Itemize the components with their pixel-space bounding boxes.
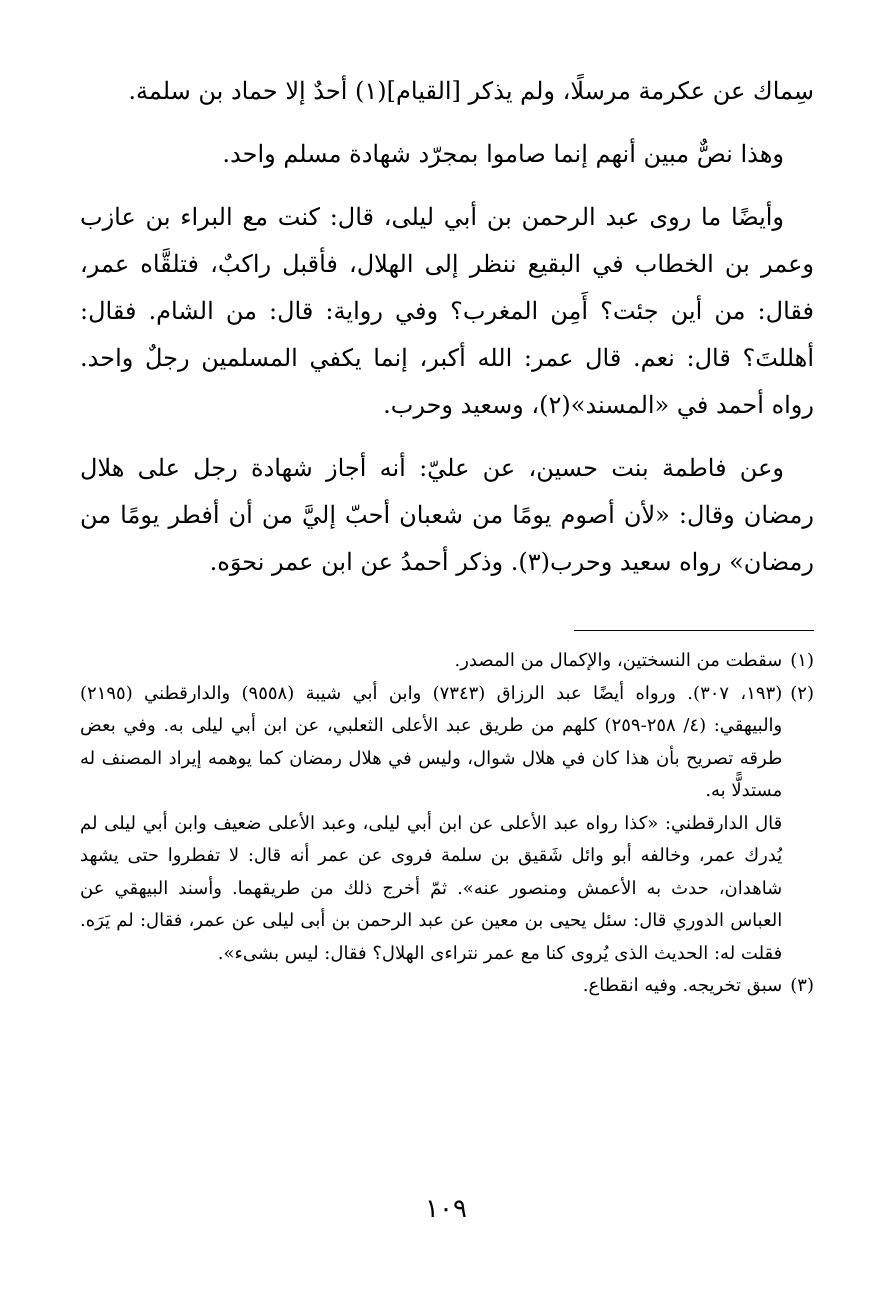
footnotes	[80, 645, 814, 1003]
main-text	[80, 68, 814, 586]
footnote-text	[80, 970, 782, 1003]
page-content	[80, 68, 814, 1003]
footnote-number: (٢)	[790, 682, 814, 704]
footnote-1	[80, 645, 814, 678]
footnote-number: (١)	[790, 650, 814, 671]
footnote-2-paragraph-1: (١٩٣، ٣٠٧). ورواه أيضًا عبد الرزاق (٧٣٤٣) وابن أبي شيبة (٩٥٥٨) والدارقطني (٢١٩٥) والبيهقي: (٤/ ٢٥٨-٢٥٩) كلهم من طريق عبد الأعلى الثعلبي، عن ابن أبي ليلى به. وفي بعض طرقه تصريح بأن هذا كان في هلال شوال، وليس في هلال رمضان كما يوهمه إيراد المصنف له مستدلًّا به.	[80, 682, 783, 801]
main-paragraph-2: وهذا نصٌّ مبين أنهم إنما صاموا بمجرّد شهادة مسلم واحد.	[222, 140, 784, 168]
main-paragraph-3: وأيضًا ما روى عبد الرحمن بن أبي ليلى، قال: كنت مع البراء بن عازب وعمر بن الخطاب في البقيع ننظر إلى الهلال، فأقبل راكبٌ، فتلقَّاه عمر، فقال: من أين جئت؟ أَمِن المغرب؟ وفي رواية: قال: من الشام. فقال: أهللتَ؟ قال: نعم. قال عمر: الله أكبر، إنما يكفي المسلمين رجلٌ واحد. رواه أحمد في «المسند»(٢)، وسعيد وحرب.	[80, 203, 814, 419]
footnote-1-text: سقطت من النسختين، والإكمال من المصدر.	[454, 650, 783, 671]
footnote-text	[80, 645, 782, 678]
page-number: ١٠٩	[425, 1194, 467, 1224]
footnote-text	[80, 678, 782, 971]
main-paragraph-1: سِماك عن عكرمة مرسلًا، ولم يذكر [القيام](١) أحدٌ إلا حماد بن سلمة.	[128, 77, 814, 105]
footnote-number: (٣)	[790, 975, 814, 996]
main-paragraph-4: وعن فاطمة بنت حسين، عن عليّ: أنه أجاز شهادة رجل على هلال رمضان وقال: «لأن أصوم يومًا من شعبان أحبّ إليَّ من أن أفطر يومًا من رمضان» رواه سعيد وحرب(٣). وذكر أحمدُ عن ابن عمر نحوَه.	[80, 454, 814, 576]
footnote-3	[80, 970, 814, 1003]
footnote-3-text: سبق تخريجه. وفيه انقطاع.	[582, 975, 783, 996]
footnote-separator	[574, 630, 814, 631]
footnote-2	[80, 678, 814, 971]
footnote-2-paragraph-2: قال الدارقطني: «كذا رواه عبد الأعلى عن ابن أبي ليلى، وعبد الأعلى ضعيف وابن أبي ليلى لم يُدرك عمر، وخالفه أبو وائل شَقيق بن سلمة فروى عن عمر أنه قال: لا تفطروا حتى يشهد شاهدان، حدث به الأعمش ومنصور عنه». ثمّ أخرج ذلك من طريقهما. وأسند البيهقي عن العباس الدوري قال: سئل يحيى بن معين عن عبد الرحمن بن أبى ليلى عن عمر، فقال: لم يَرَه. فقلت له: الحديث الذى يُروى كنا مع عمر نتراءى الهلال؟ فقال: ليس بشىء».	[80, 812, 783, 964]
